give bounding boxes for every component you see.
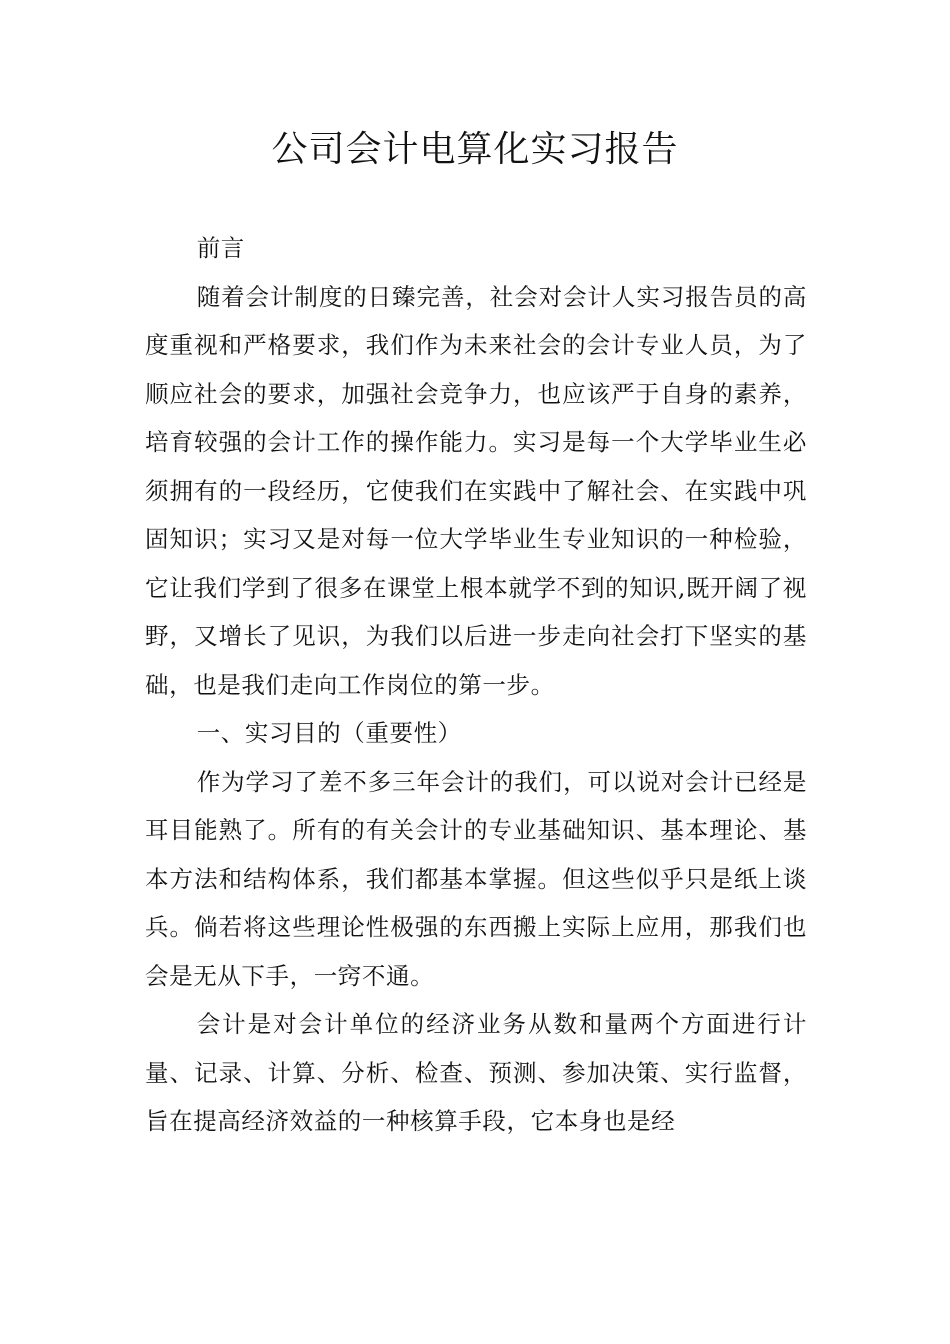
preface-paragraph: 随着会计制度的日臻完善，社会对会计人实习报告员的高度重视和严格要求，我们作为未来社会的会计专业人员，为了顺应社会的要求，加强社会竞争力，也应该严于自身的素养，培育较强的会计工作的操作能力。实习是每一个大学毕业生必须拥有的一段经历，它使我们在实践中了解社会、在实践中巩固知识；实习又是对每一位大学毕业生专业知识的一种检验，它让我们学到了很多在课堂上根本就学不到的知识,既开阔了视野，又增长了见识，为我们以后进一步走向社会打下坚实的基础，也是我们走向工作岗位的第一步。 (145, 282, 807, 699)
section-1-heading: 一、实习目的（重要性） (196, 719, 462, 747)
document-title: 公司会计电算化实习报告 (271, 129, 679, 170)
section-1-paragraph-1: 作为学习了差不多三年会计的我们，可以说对会计已经是耳目能熟了。所有的有关会计的专业基础知识、基本理论、基本方法和结构体系，我们都基本掌握。但这些似乎只是纸上谈兵。倘若将这些理论性极强的东西搬上实际上应用，那我们也会是无从下手，一窍不通。 (145, 767, 807, 990)
section-1-paragraph-2: 会计是对会计单位的经济业务从数和量两个方面进行计量、记录、计算、分析、检查、预测、参加决策、实行监督，旨在提高经济效益的一种核算手段，它本身也是经 (145, 1010, 807, 1135)
preface-heading: 前言 (196, 234, 245, 262)
document-body (145, 224, 807, 1146)
